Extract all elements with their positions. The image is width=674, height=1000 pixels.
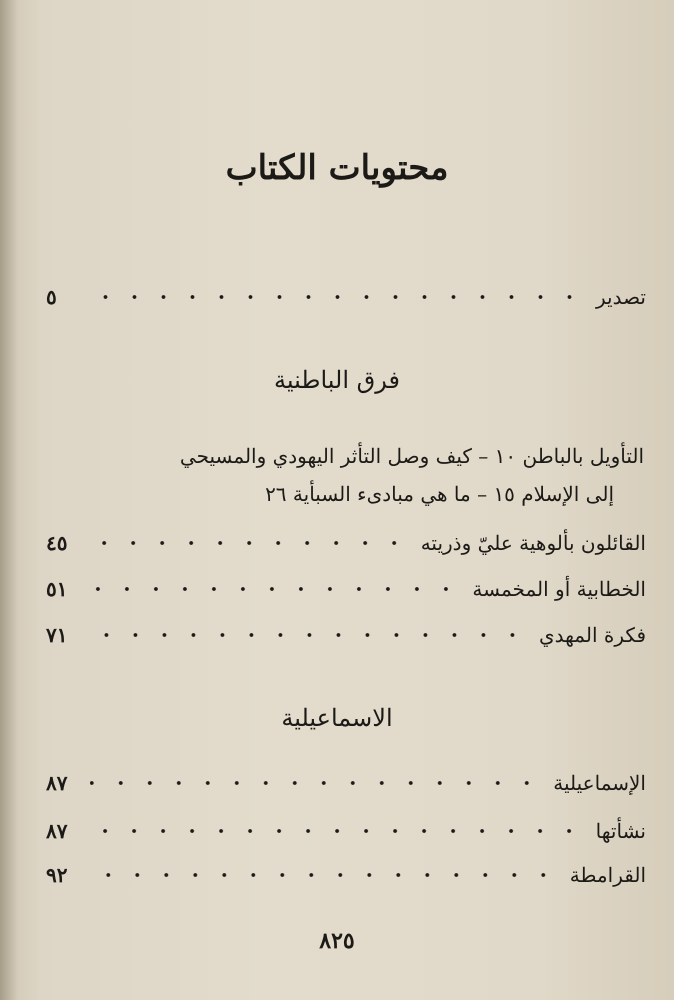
toc-entry-page: ٥ [46, 285, 57, 309]
toc-entry [46, 620, 646, 650]
dot-leader [90, 768, 543, 798]
toc-entry-page: ٨٧ [46, 771, 68, 795]
toc-entry-page: ٧١ [46, 623, 68, 647]
dot-leader [90, 528, 411, 558]
section-summary-line: التأويل بالباطن ١٠ – كيف وصل التأثر اليهودي والمسيحي [179, 444, 644, 468]
toc-entry-label: نشأتها [595, 819, 646, 843]
toc-entry [46, 574, 646, 604]
toc-entry-label: تصدير [595, 285, 646, 309]
toc-entry-page: ٨٧ [46, 819, 68, 843]
toc-entry-label: فكرة المهدي [538, 623, 646, 647]
toc-entry-page: ٤٥ [46, 531, 68, 555]
toc-entry [46, 768, 646, 798]
dot-leader [90, 860, 560, 890]
toc-entry-page: ٥١ [46, 577, 68, 601]
toc-entry-page: ٩٢ [46, 863, 68, 887]
toc-entry-label: الإسماعيلية [553, 771, 646, 795]
dot-leader [90, 816, 586, 846]
toc-entry [46, 860, 646, 890]
toc-entry-preface [46, 282, 646, 312]
section-heading: الاسماعيلية [281, 704, 393, 732]
dot-leader [90, 620, 529, 650]
page-title: محتويات الكتاب [225, 148, 449, 188]
toc-entry-label: القرامطة [569, 863, 646, 887]
dot-leader [90, 574, 462, 604]
toc-entry-label: القائلون بألوهية عليّ وذريته [420, 531, 646, 555]
page-number: ٨٢٥ [319, 928, 355, 954]
section-heading: فرق الباطنية [274, 366, 400, 394]
section-summary-line: إلى الإسلام ١٥ – ما هي مبادىء السبأية ٢٦ [265, 482, 614, 506]
dot-leader [90, 282, 586, 312]
toc-entry [46, 816, 646, 846]
toc-entry-label: الخطابية أو المخمسة [472, 577, 646, 601]
toc-entry [46, 528, 646, 558]
